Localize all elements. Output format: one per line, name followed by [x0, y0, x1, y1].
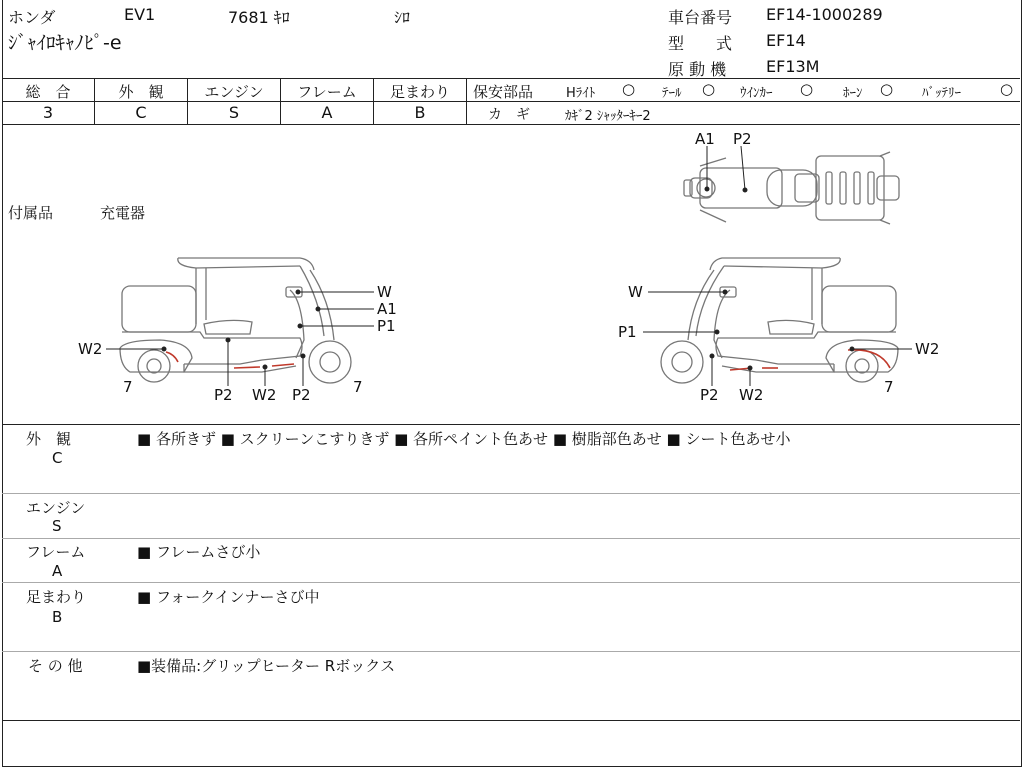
label-left-w2b: W2: [252, 386, 277, 404]
grade-frame-label: フレーム: [297, 83, 357, 101]
label-left-a1: A1: [377, 300, 397, 318]
type-value: EF14: [766, 31, 806, 50]
label-right-7: 7: [884, 378, 894, 396]
grade-engine-label: エンジン: [204, 83, 264, 101]
detail-engine-label: エンジン: [26, 499, 86, 517]
accessories-label: 付属品: [8, 204, 54, 222]
label-left-7a: 7: [123, 378, 133, 396]
divider: [2, 493, 1020, 494]
damage-mark: [272, 364, 294, 366]
safety-label: 保安部品: [473, 83, 534, 101]
accessories-value: 充電器: [100, 204, 146, 222]
key-value: ｶｷﾞ2 ｼｬｯﾀｰｷｰ2: [565, 109, 651, 124]
chassis-label: 車台番号: [668, 8, 733, 27]
label-top-p2: P2: [733, 130, 752, 148]
label-right-w: W: [628, 283, 643, 301]
label-top-a1: A1: [695, 130, 715, 148]
model-name: ｼﾞｬｲﾛｷｬﾉﾋﾟ-e: [8, 32, 122, 54]
safety-horn-mark: ○: [880, 80, 894, 98]
engine-value: EF13M: [766, 57, 820, 76]
grade-engine-value: S: [228, 103, 240, 122]
safety-headlight-label: Hﾗｲﾄ: [566, 86, 596, 101]
divider: [2, 538, 1020, 539]
safety-battery-mark: ○: [1000, 80, 1014, 98]
detail-exterior-label: 外 観: [26, 430, 72, 448]
safety-winker-label: ｳｲﾝｶｰ: [740, 86, 773, 101]
detail-frame-label: フレーム: [26, 543, 86, 561]
scooter-diagram: [0, 124, 1024, 424]
top-view-scooter: [684, 152, 899, 224]
label-left-7b: 7: [353, 378, 363, 396]
grade-exterior-label: 外 観: [118, 83, 164, 101]
color: ｼﾛ: [394, 8, 411, 27]
safety-tail-mark: ○: [702, 80, 716, 98]
engine-label: 原 動 機: [668, 60, 727, 79]
grade-total-label: 総 合: [25, 83, 71, 101]
safety-battery-label: ﾊﾞｯﾃﾘｰ: [922, 86, 961, 101]
maker: ホンダ: [8, 8, 56, 27]
detail-frame-text: ■ フレームさび小: [137, 543, 261, 561]
grade-frame-value: A: [321, 103, 333, 122]
type-label: 型 式: [668, 34, 733, 53]
label-left-p1: P1: [377, 317, 396, 335]
divider: [2, 582, 1020, 583]
divider: [2, 424, 1020, 425]
left-side-scooter: [120, 258, 351, 383]
label-left-p2b: P2: [292, 386, 311, 404]
detail-suspension-label: 足まわり: [26, 588, 87, 606]
label-right-p2: P2: [700, 386, 719, 404]
label-left-w: W: [377, 283, 392, 301]
safety-headlight-mark: ○: [622, 80, 636, 98]
detail-suspension-grade: B: [52, 608, 63, 626]
label-right-w2: W2: [915, 340, 940, 358]
label-right-w2b: W2: [739, 386, 764, 404]
grade-exterior-value: C: [135, 103, 147, 122]
divider: [2, 720, 1020, 721]
detail-engine-grade: S: [52, 517, 62, 535]
divider: [2, 78, 1020, 79]
key-label: カ ギ: [488, 107, 530, 123]
grade-total-value: 3: [42, 103, 54, 122]
detail-other-label: そ の 他: [28, 657, 83, 675]
grade-suspension-value: B: [414, 103, 426, 122]
detail-exterior-text: ■ 各所きず ■ スクリーンこすりきず ■ 各所ペイント色あせ ■ 樹脂部色あせ ■ シート色あせ小: [137, 430, 791, 448]
detail-exterior-grade: C: [52, 449, 63, 467]
detail-frame-grade: A: [52, 562, 63, 580]
detail-other-text: ■装備品:グリップヒーター Rボックス: [137, 657, 396, 675]
safety-winker-mark: ○: [800, 80, 814, 98]
divider: [2, 651, 1020, 652]
label-left-w2: W2: [78, 340, 103, 358]
detail-suspension-text: ■ フォークインナーさび中: [137, 588, 320, 606]
safety-tail-label: ﾃｰﾙ: [662, 86, 682, 101]
mileage: 7681 ｷﾛ: [228, 8, 290, 27]
safety-horn-label: ﾎｰﾝ: [843, 86, 863, 101]
label-right-p1: P1: [618, 323, 637, 341]
model-code: EV1: [124, 5, 156, 24]
label-left-p2a: P2: [214, 386, 233, 404]
right-side-scooter: [661, 258, 898, 383]
damage-mark: [234, 367, 260, 368]
grade-suspension-label: 足まわり: [389, 83, 450, 101]
chassis-value: EF14-1000289: [766, 5, 883, 24]
